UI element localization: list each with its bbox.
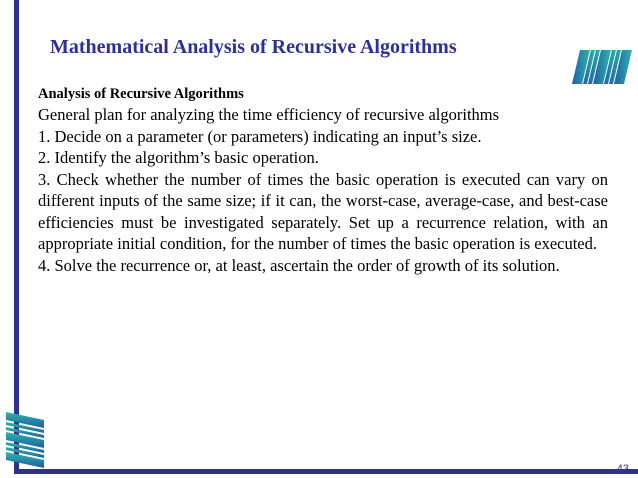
page-number: 43 [616,463,629,475]
intro-line: General plan for analyzing the time efficiency of recursive algorithms [38,105,500,124]
step-4: 4. Solve the recurrence or, at least, ascertain the order of growth of its solution. [38,255,560,275]
section-heading: Analysis of Recursive Algorithms [38,86,244,102]
bottom-accent-bar [14,469,638,474]
left-accent-bar [14,0,19,470]
slide-body [38,86,608,276]
step-2: 2. Identify the algorithm’s basic operation. [38,148,319,167]
stripe-logo-icon [0,408,50,472]
slide-title: Mathematical Analysis of Recursive Algorithms [50,36,457,58]
step-3: 3. Check whether the number of times the basic operation is executed can vary on different inputs of the same size; if it can, the worst-case, average-case, and best-case efficiencies must be investigated separately. Set up a recurrence relation, with an appropriate initial condition, for the number of times the basic operation is executed. [38,169,608,253]
stripe-logo-icon [572,44,636,88]
step-1: 1. Decide on a parameter (or parameters) indicating an input’s size. [38,126,482,146]
